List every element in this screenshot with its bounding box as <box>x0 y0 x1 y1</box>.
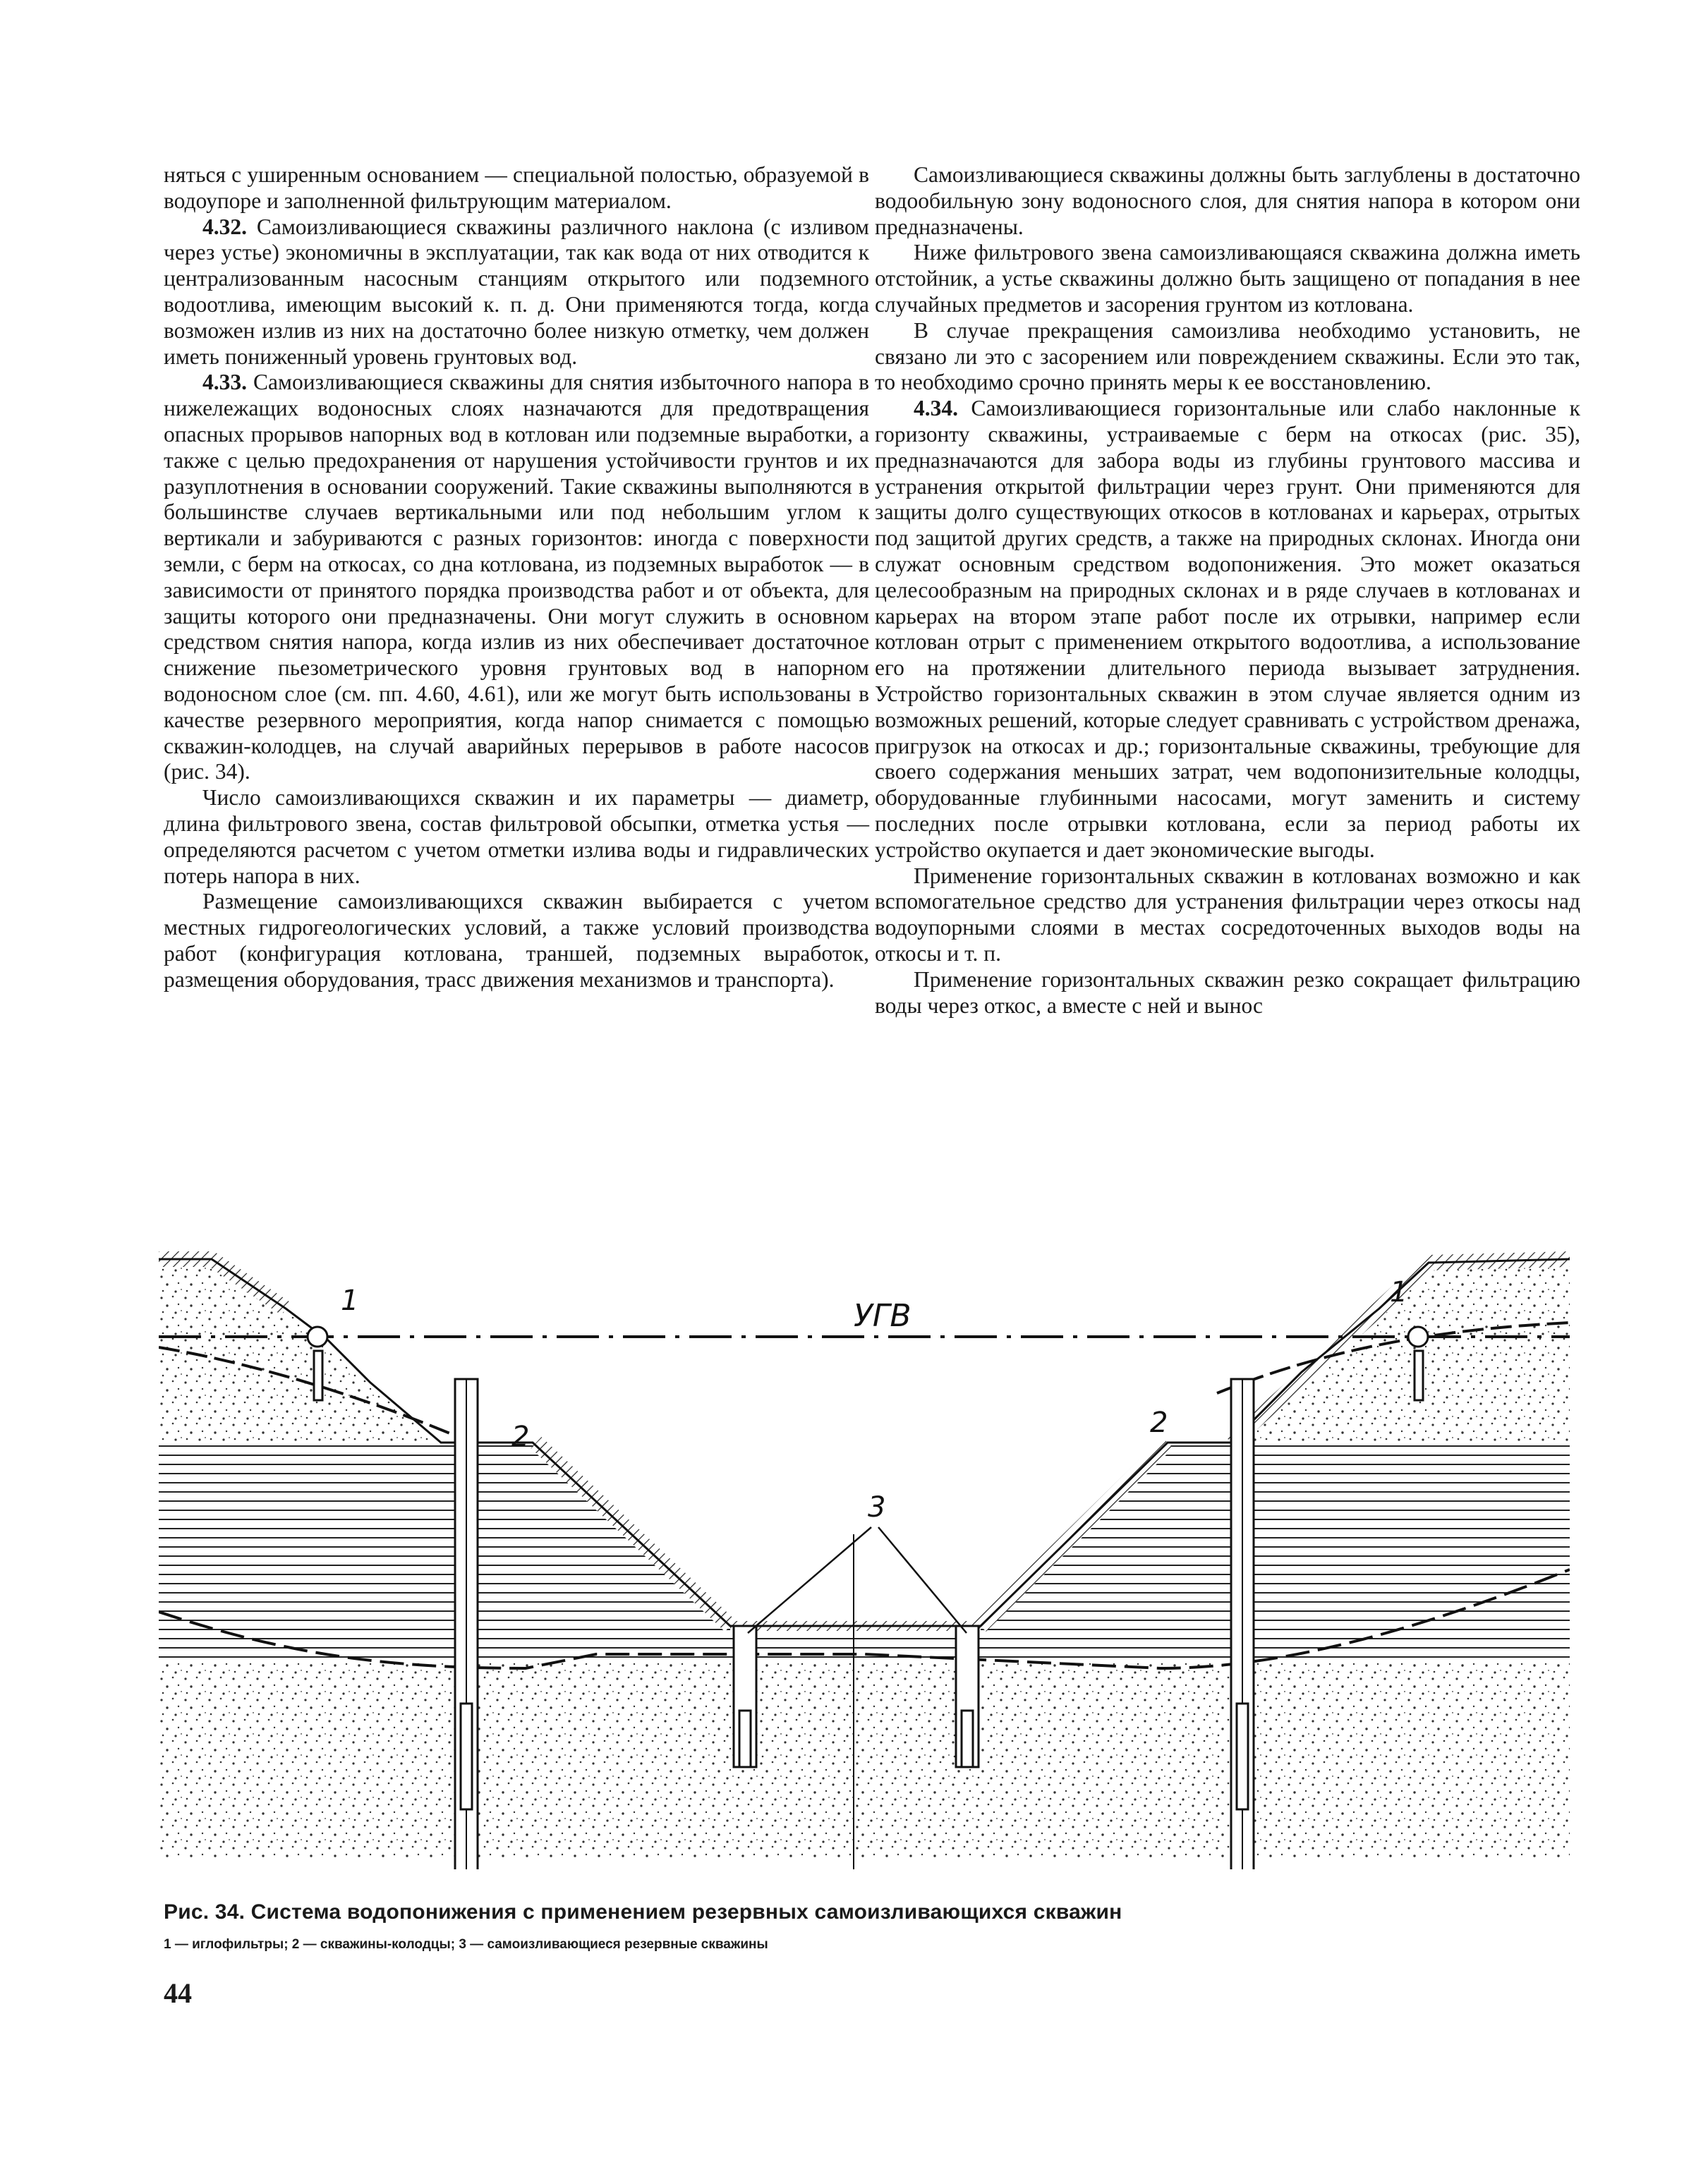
well-right <box>1231 1379 1254 1869</box>
caption-legend: 1 — иглофильтры; 2 — скважины-колодцы; 3 — самоизливающиеся резервные скважины <box>164 1937 768 1952</box>
label-2-left: 2 <box>511 1421 530 1453</box>
paragraph-text: Применение горизонтальных скважин в котлованах возможно и как вспомогательное средство для устранения фильтрации через откосы над водоупорными слоями в местах сосредоточенных выходов воды на откосы и т. п. <box>875 863 1580 966</box>
paragraph-text: Применение горизонтальных скважин резко сокращает фильтрацию воды через откос, а вместе с ней и вынос <box>875 966 1580 1018</box>
label-1-right: 1 <box>1390 1276 1408 1309</box>
paragraph <box>164 214 869 370</box>
paragraph-text: Самоизливающиеся скважины различного наклона (с изливом через устье) экономичны в эксплуатации, так как вода от них отводится к централизованным насосным станциям открытого или подземного водоотлива, имеющим высокий к. п. д. Они применяются тогда, когда возможен излив из них на достаточно более низкую отметку, чем должен иметь пониженный уровень грунтовых вод. <box>164 214 869 369</box>
paragraph-text: Самоизливающиеся скважины должны быть заглублены в достаточно водообильную зону водоносного слоя, для снятия напора в котором они предназначены. <box>875 162 1580 239</box>
left-text-column <box>164 162 869 993</box>
reserve-well-right <box>956 1626 979 1767</box>
clause-number: 4.34. <box>914 396 958 421</box>
figure-caption <box>164 1900 1561 1953</box>
label-1-left: 1 <box>341 1285 359 1317</box>
paragraph <box>164 785 869 889</box>
reserve-well-left <box>734 1626 756 1767</box>
paragraph-text: В случае прекращения самоизлива необходимо установить, не связано ли это с засорением или повреждением скважины. Если это так, то необходимо срочно принять меры к ее восстановлению. <box>875 317 1580 395</box>
paragraph-text: Самоизливающиеся горизонтальные или слабо наклонные к горизонту скважины, устраиваемые с берм на откосах (рис. 35), предназначаются для забора воды из глубины грунтового массива и устранения открытой фильтрации через грунт. Они применяются для защиты долго существующих откосов в котлованах и карьерах, отрытых под защитой других средств, а также на природных склонах. Иногда они служат основным средством водопонижения. Это может оказаться целесообразным на природных склонах и в ряде случаев в котлованах и карьерах на втором этапе работ после их отрывки, например если котлован отрыт с применением открытого водоотлива, а использование его на протяжении длительного периода вызывает затруднения. Устройство горизонтальных скважин в этом случае является одним из возможных решений, которые следует сравнивать с устройством дренажа, пригрузок на откосах и др.; горизонтальные скважины, требующие для своего содержания меньших затрат, чем водопонизительные колодцы, оборудованные глубинными насосами, могут заменить и систему последних после отрывки котлована, если за период работы их устройство окупается и дает экономические выгоды. <box>875 396 1580 862</box>
paragraph-text: Самоизливающиеся скважины для снятия избыточного напора в нижележащих водоносных слоях назначаются для предотвращения опасных прорывов напорных вод в котлован или подземные выработки, а также с целью предохранения от нарушения устойчивости грунтов и их разуплотнения в основании сооружений. Такие скважины выполняются в большинстве случаев вертикальными или под небольшим углом к вертикали и забуриваются с разных горизонтов: иногда с поверхности земли, с берм на откосах, со дна котлована, из подземных выработок — в зависимости от принятого порядка производства работ и от объекта, для защиты которого они предназначены. Они могут служить в основном средством снятия напора, когда излив из них обеспечивает достаточное снижение пьезометрического уровня грунтовых вод в напорном водоносном слое (см. пп. 4.60, 4.61), или же могут быть использованы в качестве резервного мероприятия, когда напор снимается с помощью скважин-колодцев, на случай аварийных перерывов в работе насосов (рис. 34). <box>164 370 869 784</box>
paragraph <box>875 240 1580 317</box>
label-ugv: УГВ <box>854 1298 911 1334</box>
well-left <box>455 1379 478 1869</box>
label-3: 3 <box>868 1491 886 1524</box>
paragraph <box>875 863 1580 967</box>
paragraph <box>164 889 869 993</box>
paragraph <box>875 162 1580 240</box>
right-text-column <box>875 162 1580 1019</box>
paragraph <box>875 396 1580 863</box>
paragraph-text: Размещение самоизливающихся скважин выбирается с учетом местных гидрогеологических условий, а также условий производства работ (конфигурация котлована, траншей, подземных выработок, размещения оборудования, трасс движения механизмов и транспорта). <box>164 889 869 992</box>
label-2-right: 2 <box>1150 1407 1168 1439</box>
clause-number: 4.32. <box>202 214 247 239</box>
paragraph <box>875 967 1580 1019</box>
clause-number: 4.33. <box>202 370 247 395</box>
paragraph <box>164 370 869 785</box>
paragraph <box>164 162 869 214</box>
paragraph-text: Ниже фильтрового звена самоизливающаяся скважина должна иметь отстойник, а устье скважины должно быть защищено от попадания в нее случайных предметов и засорения грунтом из котлована. <box>875 240 1580 317</box>
paragraph <box>875 318 1580 396</box>
paragraph-text: Число самоизливающихся скважин и их параметры — диаметр, длина фильтрового звена, состав фильтровой обсыпки, отметка устья — определяются расчетом с учетом отметки излива воды и гидравлических потерь напора в них. <box>164 785 869 888</box>
figure-34-dewatering-diagram <box>159 1231 1570 1869</box>
page-number: 44 <box>164 1977 192 2009</box>
caption-title: Рис. 34. Система водопонижения с применением резервных самоизливающихся скважин <box>164 1900 1122 1924</box>
paragraph-text: няться с уширенным основанием — специальной полостью, образуемой в водоупоре и заполненной фильтрующим материалом. <box>164 162 869 213</box>
